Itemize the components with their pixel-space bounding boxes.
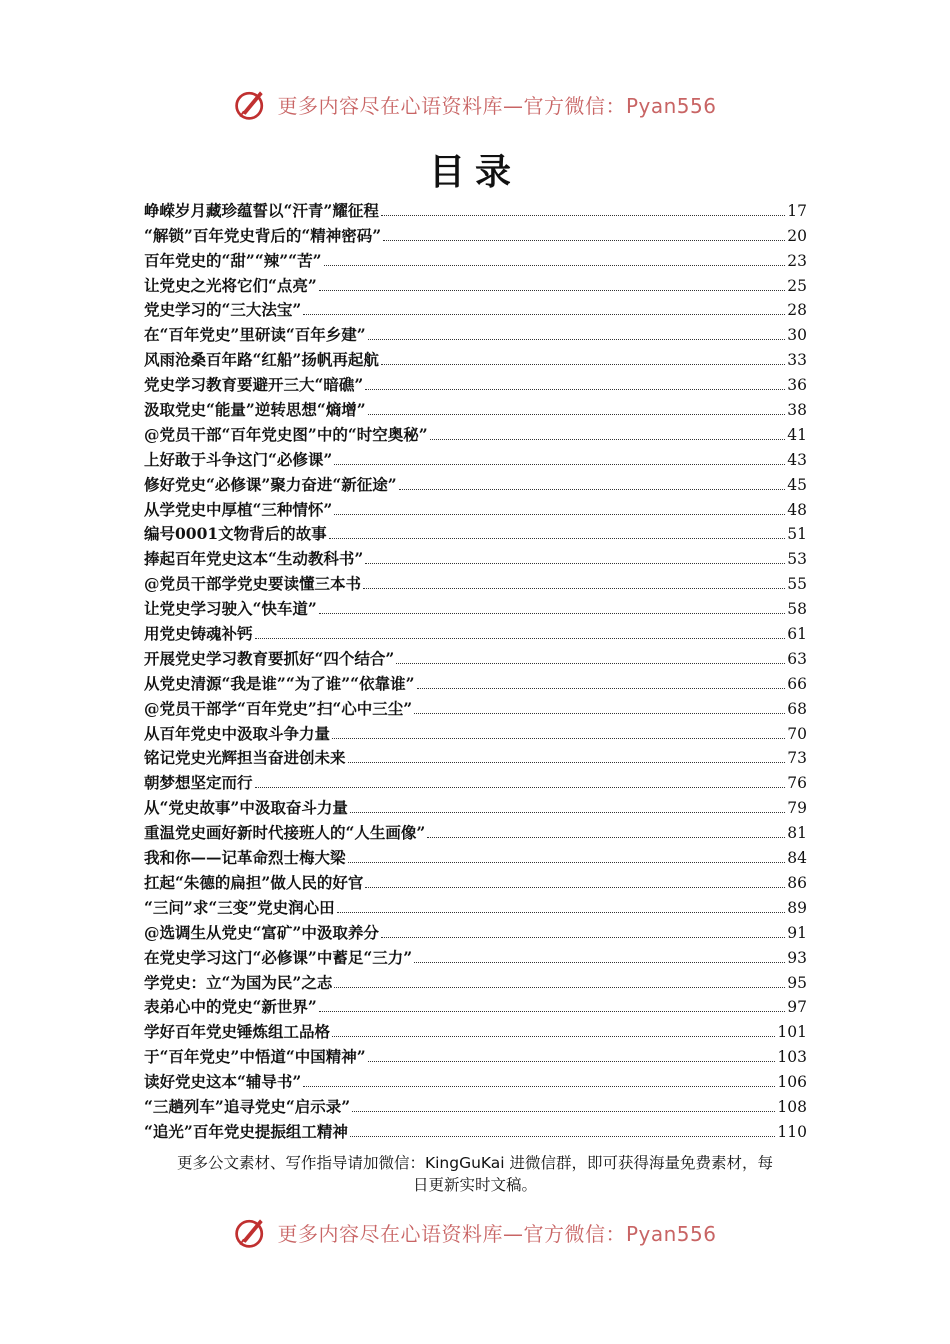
toc-dot-leader	[427, 837, 785, 838]
toc-dot-leader	[352, 1111, 775, 1112]
toc-entry[interactable]	[144, 1067, 807, 1092]
toc-entry[interactable]	[144, 520, 807, 545]
toc-dot-leader	[348, 762, 786, 763]
toc-entry-page: 38	[787, 401, 807, 420]
toc-entry[interactable]	[144, 445, 807, 470]
toc-entry-page: 101	[777, 1023, 807, 1042]
toc-entry-title: 学好百年党史锤炼组工品格	[144, 1022, 331, 1042]
toc-entry[interactable]	[144, 495, 807, 520]
toc-entry[interactable]	[144, 644, 807, 669]
toc-entry[interactable]	[144, 768, 807, 793]
toc-entry-title: 我和你——记革命烈士梅大梁	[144, 848, 346, 868]
toc-dot-leader	[430, 439, 786, 440]
toc-entry[interactable]	[144, 669, 807, 694]
toc-entry-page: 58	[787, 600, 807, 619]
toc-dot-leader	[303, 1086, 775, 1087]
toc-entry-page: 79	[787, 799, 807, 818]
toc-entry-title: 让党史学习驶入“快车道”	[144, 599, 317, 619]
toc-dot-leader	[319, 1011, 785, 1012]
table-of-contents	[144, 196, 807, 1142]
toc-entry[interactable]	[144, 694, 807, 719]
toc-entry-page: 45	[787, 475, 807, 494]
toc-entry-title: 风雨沧桑百年路“红船”扬帆再起航	[144, 350, 379, 370]
toc-entry-page: 97	[787, 998, 807, 1017]
toc-entry[interactable]	[144, 1092, 807, 1117]
toc-entry[interactable]	[144, 1117, 807, 1142]
toc-entry-page: 66	[787, 674, 807, 693]
toc-entry-title: 汲取党史“能量”逆转思想“熵增”	[144, 400, 366, 420]
toc-entry[interactable]	[144, 893, 807, 918]
toc-dot-leader	[324, 265, 786, 266]
toc-dot-leader	[365, 389, 785, 390]
toc-entry-page: 20	[787, 226, 807, 245]
toc-entry[interactable]	[144, 370, 807, 395]
toc-dot-leader	[348, 862, 786, 863]
toc-dot-leader	[365, 563, 785, 564]
toc-dot-leader	[255, 638, 786, 639]
footer-banner	[0, 1212, 950, 1252]
toc-entry-title: @党员干部“百年党史图”中的“时空奥秘”	[144, 424, 428, 444]
toc-entry-title: 从党史清源“我是谁”“为了谁”“依靠谁”	[144, 673, 415, 693]
toc-dot-leader	[381, 215, 785, 216]
toc-entry-page: 103	[777, 1048, 807, 1067]
toc-entry-page: 95	[787, 973, 807, 992]
toc-entry-page: 53	[787, 550, 807, 569]
toc-entry-title: “解锁”百年党史背后的“精神密码”	[144, 225, 382, 245]
footer-note-line-2: 日更新实时文稿。	[412, 1176, 537, 1194]
toc-entry[interactable]	[144, 594, 807, 619]
toc-entry-page: 33	[787, 351, 807, 370]
page-title: 目录	[428, 151, 521, 193]
toc-entry[interactable]	[144, 320, 807, 345]
toc-entry-title: 开展党史学习教育要抓好“四个结合”	[144, 648, 395, 668]
toc-entry-page: 84	[787, 849, 807, 868]
toc-entry[interactable]	[144, 993, 807, 1018]
toc-entry[interactable]	[144, 271, 807, 296]
toc-dot-leader	[396, 663, 785, 664]
toc-entry-title: 让党史之光将它们“点亮”	[144, 275, 317, 295]
header-banner	[0, 84, 950, 124]
toc-entry[interactable]	[144, 619, 807, 644]
toc-entry-title: 用党史铸魂补钙	[144, 624, 253, 644]
toc-entry[interactable]	[144, 843, 807, 868]
toc-entry-page: 93	[787, 948, 807, 967]
toc-entry-title: @选调生从党史“富矿”中汲取养分	[144, 922, 379, 942]
toc-entry-title: 党史学习的“三大法宝”	[144, 300, 302, 320]
toc-entry-title: 修好党史“必修课”聚力奋进“新征途”	[144, 474, 397, 494]
toc-entry-title: 铭记党史光辉担当奋进创未来	[144, 748, 346, 768]
toc-dot-leader	[399, 489, 786, 490]
toc-dot-leader	[368, 1061, 776, 1062]
toc-entry-title: 捧起百年党史这本“生动教科书”	[144, 549, 364, 569]
toc-entry-page: 25	[787, 276, 807, 295]
quill-logo-icon	[233, 1214, 269, 1250]
toc-dot-leader	[255, 787, 786, 788]
footer-note-line-1: 更多公文素材、写作指导请加微信：KingGuKai 进微信群，即可获得海量免费素材，每	[176, 1154, 774, 1172]
toc-entry[interactable]	[144, 296, 807, 321]
toc-dot-leader	[337, 912, 786, 913]
toc-entry-title: 扛起“朱德的扁担”做人民的好官	[144, 872, 364, 892]
toc-entry-title: 在“百年党史”里研读“百年乡建”	[144, 325, 366, 345]
toc-entry-page: 41	[787, 425, 807, 444]
toc-dot-leader	[350, 812, 785, 813]
toc-entry[interactable]	[144, 943, 807, 968]
toc-dot-leader	[381, 937, 785, 938]
toc-entry-page: 81	[787, 824, 807, 843]
toc-entry-title: “三趟列车”追寻党史“启示录”	[144, 1096, 351, 1116]
toc-entry-title: 从“党史故事”中汲取奋斗力量	[144, 798, 348, 818]
toc-entry-title: 于“百年党史”中悟道“中国精神”	[144, 1047, 366, 1067]
toc-entry[interactable]	[144, 569, 807, 594]
toc-entry[interactable]	[144, 868, 807, 893]
toc-entry[interactable]	[144, 544, 807, 569]
toc-entry-page: 76	[787, 774, 807, 793]
toc-dot-leader	[319, 290, 785, 291]
toc-entry-title: @党员干部学党史要读懂三本书	[144, 574, 362, 594]
toc-dot-leader	[381, 364, 785, 365]
toc-entry-page: 43	[787, 450, 807, 469]
toc-entry[interactable]	[144, 744, 807, 769]
toc-entry-page: 23	[787, 251, 807, 270]
toc-entry-title: 朝梦想坚定而行	[144, 773, 253, 793]
toc-entry-page: 48	[787, 500, 807, 519]
toc-dot-leader	[334, 514, 785, 515]
toc-entry-page: 17	[787, 201, 807, 220]
toc-entry-page: 36	[787, 376, 807, 395]
toc-dot-leader	[383, 240, 785, 241]
toc-entry[interactable]	[144, 918, 807, 943]
toc-entry[interactable]	[144, 818, 807, 843]
toc-entry-title: 峥嵘岁月藏珍蕴誓以“汗青”耀征程	[144, 200, 379, 220]
toc-entry-title: @党员干部学“百年党史”扫“心中三尘”	[144, 698, 413, 718]
toc-dot-leader	[363, 588, 785, 589]
toc-entry-page: 63	[787, 649, 807, 668]
toc-entry-page: 89	[787, 898, 807, 917]
footer-note	[140, 1152, 810, 1196]
toc-entry-title: 学党史：立“为国为民”之志	[144, 972, 333, 992]
toc-entry-page: 68	[787, 699, 807, 718]
toc-entry-title: 党史学习教育要避开三大“暗礁”	[144, 375, 364, 395]
toc-entry-page: 30	[787, 326, 807, 345]
toc-dot-leader	[334, 464, 785, 465]
toc-dot-leader	[368, 339, 786, 340]
toc-dot-leader	[329, 538, 786, 539]
toc-entry[interactable]	[144, 345, 807, 370]
toc-entry-page: 51	[787, 525, 807, 544]
toc-entry-page: 70	[787, 724, 807, 743]
toc-entry-title: “追光”百年党史提振组工精神	[144, 1121, 348, 1141]
toc-dot-leader	[319, 613, 785, 614]
toc-entry-title: 从学党史中厚植“三种情怀”	[144, 499, 333, 519]
toc-entry-title: 从百年党史中汲取斗争力量	[144, 723, 331, 743]
toc-dot-leader	[414, 713, 785, 714]
toc-dot-leader	[350, 1136, 776, 1137]
banner-text: 更多内容尽在心语资料库—官方微信：Pyan556	[277, 1221, 717, 1246]
toc-entry-page: 55	[787, 575, 807, 594]
toc-entry-title: 上好敢于斗争这门“必修课”	[144, 449, 333, 469]
toc-entry-page: 108	[777, 1097, 807, 1116]
toc-entry[interactable]	[144, 196, 807, 221]
toc-entry-page: 73	[787, 749, 807, 768]
toc-entry-title: “三问”求“三变”党史润心田	[144, 897, 335, 917]
toc-dot-leader	[365, 887, 785, 888]
toc-entry[interactable]	[144, 395, 807, 420]
toc-entry[interactable]	[144, 1017, 807, 1042]
toc-entry[interactable]	[144, 470, 807, 495]
toc-entry[interactable]	[144, 968, 807, 993]
toc-entry-title: 在党史学习这门“必修课”中蓄足“三力”	[144, 947, 413, 967]
toc-entry-title: 百年党史的“甜”“辣”“苦”	[144, 250, 322, 270]
toc-entry-page: 106	[777, 1073, 807, 1092]
toc-entry[interactable]	[144, 1042, 807, 1067]
quill-logo-icon	[233, 86, 269, 122]
toc-entry-page: 91	[787, 923, 807, 942]
toc-entry-title: 读好党史这本“辅导书”	[144, 1072, 302, 1092]
toc-dot-leader	[334, 987, 785, 988]
toc-entry[interactable]	[144, 420, 807, 445]
toc-entry-page: 61	[787, 625, 807, 644]
toc-dot-leader	[417, 688, 786, 689]
toc-entry-page: 86	[787, 873, 807, 892]
toc-entry-title: 编号0001文物背后的故事	[144, 524, 327, 544]
toc-entry[interactable]	[144, 793, 807, 818]
toc-entry-page: 28	[787, 301, 807, 320]
toc-entry-title: 表弟心中的党史“新世界”	[144, 997, 317, 1017]
toc-dot-leader	[332, 738, 785, 739]
toc-entry-page: 110	[777, 1122, 807, 1141]
toc-dot-leader	[303, 314, 785, 315]
toc-entry[interactable]	[144, 221, 807, 246]
toc-entry-title: 重温党史画好新时代接班人的“人生画像”	[144, 823, 426, 843]
banner-text: 更多内容尽在心语资料库—官方微信：Pyan556	[277, 93, 717, 118]
toc-dot-leader	[332, 1036, 775, 1037]
toc-dot-leader	[414, 962, 785, 963]
toc-entry[interactable]	[144, 246, 807, 271]
toc-dot-leader	[368, 414, 786, 415]
toc-entry[interactable]	[144, 719, 807, 744]
